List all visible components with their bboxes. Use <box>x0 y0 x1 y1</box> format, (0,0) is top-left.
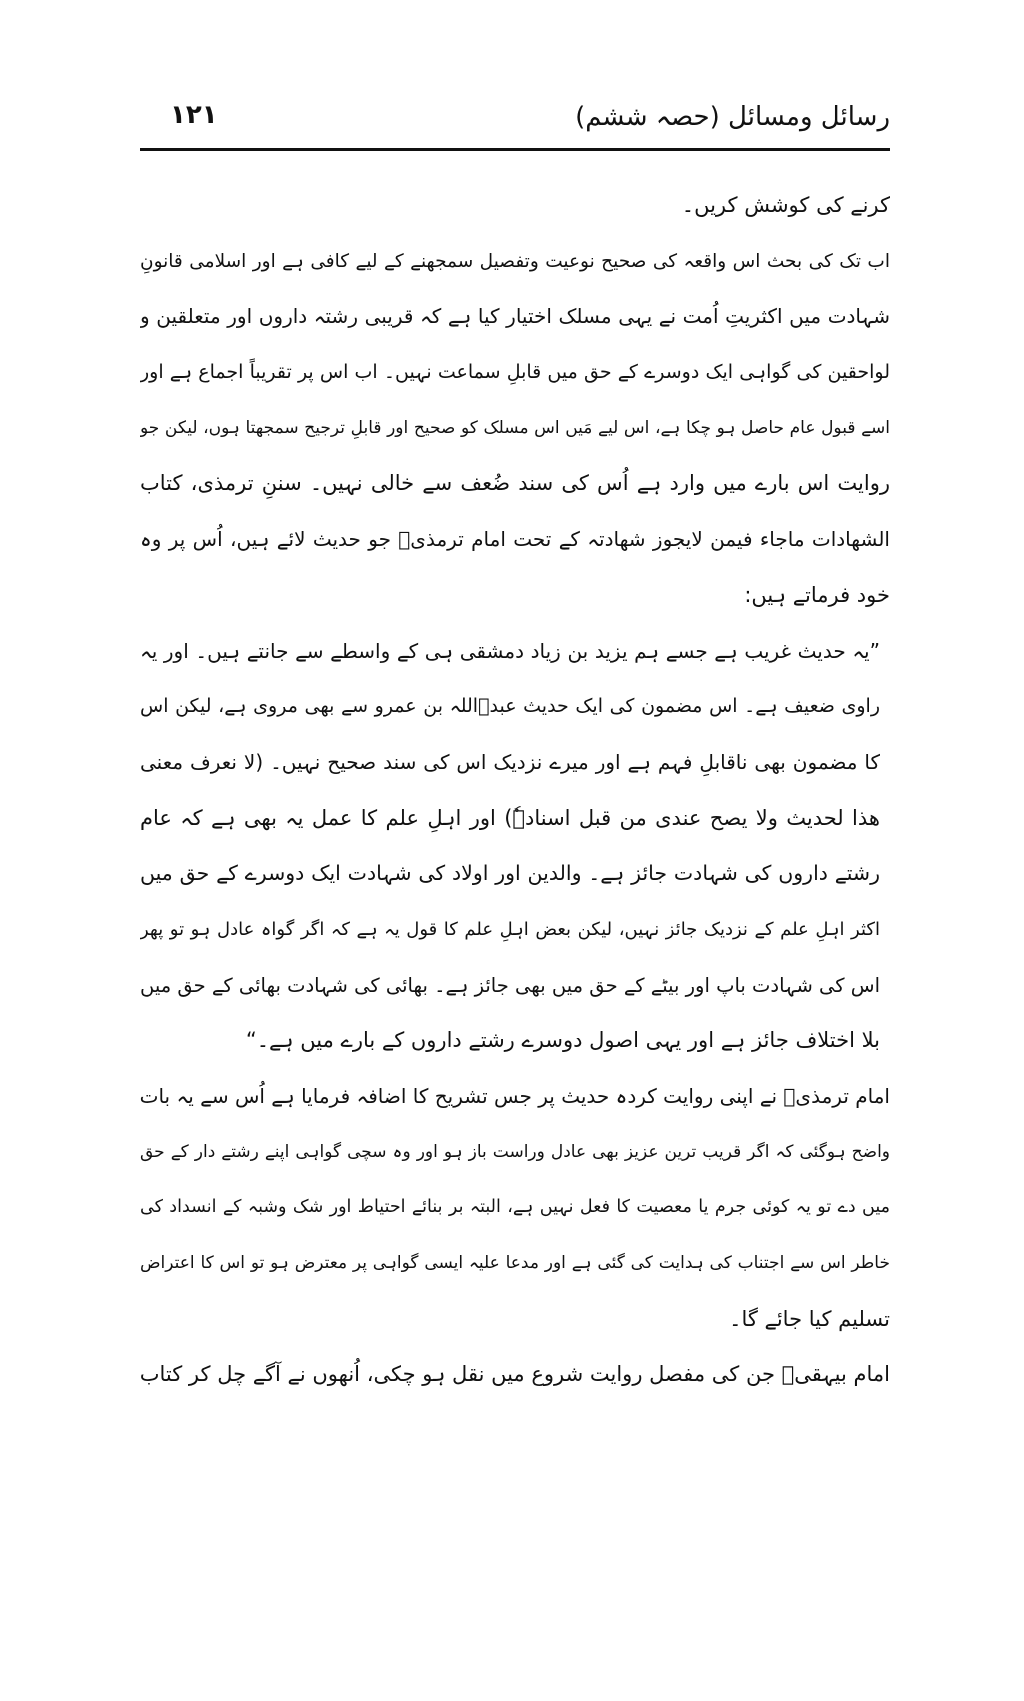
quote-line: ”یہ حدیث غریب ہے جسے ہم یزید بن زیاد دمشقی ہی کے واسطے سے جانتے ہیں۔ اور یہ <box>140 638 880 663</box>
text-line: خاطر اس سے اجتناب کی ہدایت کی گئی ہے اور مدعا علیہ ایسی گواہی پر معترض ہو تو اس کا اعتراض <box>140 1253 890 1274</box>
text-line: لواحقین کی گواہی ایک دوسرے کے حق میں قابلِ سماعت نہیں۔ اب اس پر تقریباً اجماع ہے اور <box>140 361 890 384</box>
page-number: ۱۲۱ <box>170 100 218 130</box>
block-quote <box>140 624 890 1070</box>
text-line: تسلیم کیا جائے گا۔ <box>729 1306 890 1331</box>
text-line: شہادت میں اکثریتِ اُمت نے یہی مسلک اختیار کیا ہے کہ قریبی رشتہ داروں اور متعلقین و <box>140 304 890 329</box>
quote-line: رشتے داروں کی شہادت جائز ہے۔ والدین اور اولاد کی شہادت ایک دوسرے کے حق میں <box>140 861 880 886</box>
quote-line: راوی ضعیف ہے۔ اس مضمون کی ایک حدیث عبدؓاللہ بن عمرو سے بھی مروی ہے، لیکن اس <box>140 695 880 718</box>
header-rule <box>140 148 890 151</box>
text-line: روایت اس بارے میں وارد ہے اُس کی سند ضُعف سے خالی نہیں۔ سننِ ترمذی، کتاب <box>140 471 890 496</box>
text-line: خود فرماتے ہیں: <box>744 582 890 607</box>
text-line: واضح ہوگئی کہ اگر قریب ترین عزیز بھی عادل وراست باز ہو اور وہ سچی گواہی اپنے رشتے دار کے حق <box>140 1141 890 1162</box>
text-line: کرنے کی کوشش کریں۔ <box>681 193 890 217</box>
quote-line: کا مضمون بھی ناقابلِ فہم ہے اور میرے نزدیک اس کی سند صحیح نہیں۔ (لا نعرف معنی <box>140 749 880 774</box>
text-line: اسے قبول عام حاصل ہو چکا ہے، اس لیے مَیں اس مسلک کو صحیح اور قابلِ ترجیح سمجھتا ہوں، لیکن جو <box>140 417 890 438</box>
text-line: الشھادات ماجاء فیمن لایجوز شھادتہ کے تحت امام ترمذیؒ جو حدیث لائے ہیں، اُس پر وہ <box>140 527 890 552</box>
page-header <box>140 100 890 150</box>
quote-line: بلا اختلاف جائز ہے اور یہی اصول دوسرے رشتے داروں کے بارے میں ہے۔“ <box>245 1028 880 1053</box>
quote-line: ھذا لحدیث ولا یصح عندی من قبل اسنادہٗ) اور اہلِ علم کا عمل یہ بھی ہے کہ عام <box>140 805 880 830</box>
running-title: رسائل ومسائل (حصہ ششم) <box>575 102 890 132</box>
text-line: امام بیہقیؒ جن کی مفصل روایت شروع میں نقل ہو چکی، اُنھوں نے آگے چل کر کتاب <box>140 1362 890 1387</box>
text-line: امام ترمذیؒ نے اپنی روایت کردہ حدیث پر جس تشریح کا اضافہ فرمایا ہے اُس سے یہ بات <box>140 1084 890 1108</box>
body-text <box>140 178 890 1403</box>
text-line: میں دے تو یہ کوئی جرم یا معصیت کا فعل نہیں ہے، البتہ بر بنائے احتیاط اور شک وشبہ کے انسداد کی <box>140 1197 890 1218</box>
quote-line: اس کی شہادت باپ اور بیٹے کے حق میں بھی جائز ہے۔ بھائی کی شہادت بھائی کے حق میں <box>140 973 880 997</box>
text-line: اب تک کی بحث اس واقعہ کی صحیح نوعیت وتفصیل سمجھنے کے لیے کافی ہے اور اسلامی قانونِ <box>140 250 890 272</box>
quote-line: اکثر اہلِ علم کے نزدیک جائز نہیں، لیکن بعض اہلِ علم کا قول یہ ہے کہ اگر گواہ عادل ہو تو پھر <box>140 918 880 940</box>
